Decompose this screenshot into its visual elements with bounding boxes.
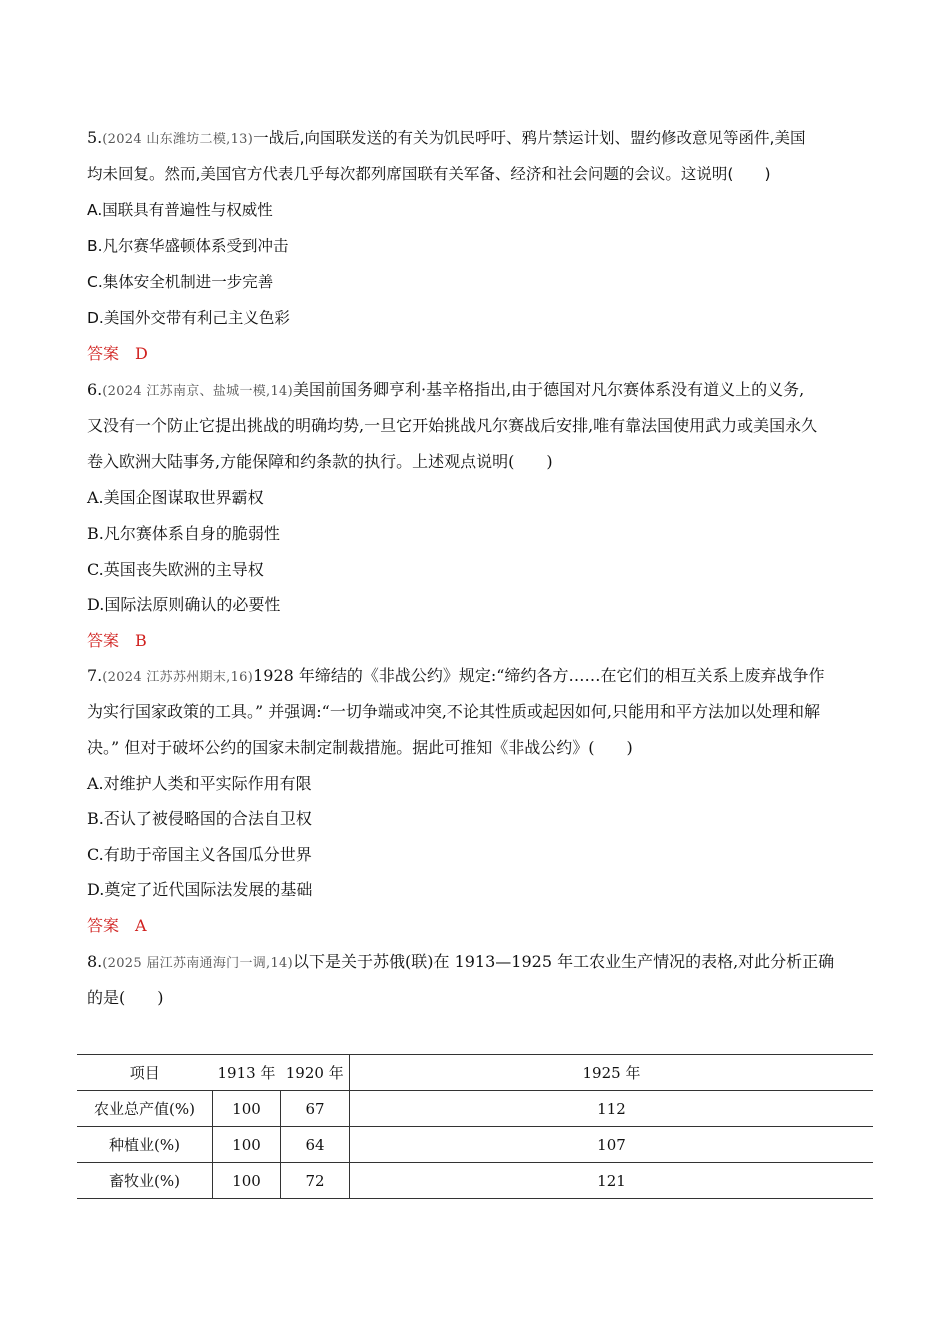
table-cell: 72	[281, 1163, 350, 1199]
production-table	[77, 1054, 873, 1199]
table-row	[77, 1091, 873, 1127]
q6-line-2: 又没有一个防止它提出挑战的明确均势,一旦它开始挑战凡尔赛战后安排,唯有靠法国使用武力或美国永久	[87, 416, 818, 435]
q6-option-c: C.英国丧失欧洲的主导权	[87, 560, 264, 579]
q7-option-d: D.奠定了近代国际法发展的基础	[87, 880, 313, 899]
q6-option-d: D.国际法原则确认的必要性	[87, 595, 281, 614]
table-cell: 107	[350, 1127, 874, 1163]
q5-answer-label: 答案	[87, 344, 120, 363]
q7-answer-value: A	[135, 916, 147, 935]
q5-option-b: B.凡尔赛华盛顿体系受到冲击	[87, 237, 289, 255]
q5-number: 5.	[87, 128, 103, 147]
q7-line-3: 决。” 但对于破坏公约的国家未制定制裁措施。据此可推知《非战公约》( )	[87, 738, 633, 757]
q6-stem-1: 美国前国务卿亨利·基辛格指出,由于德国对凡尔赛体系没有道义上的义务,	[293, 380, 805, 399]
table-row	[77, 1163, 873, 1199]
q7-line-2: 为实行国家政策的工具。” 并强调:“一切争端或冲突,不论其性质或起因如何,只能用和平方法加以处理和解	[87, 702, 821, 721]
q7-answer	[87, 914, 147, 938]
header-cell: 1925 年	[350, 1055, 874, 1091]
table-row	[77, 1127, 873, 1163]
table-cell: 64	[281, 1127, 350, 1163]
q7-line-1	[87, 664, 867, 690]
q6-line-3: 卷入欧洲大陆事务,方能保障和约条款的执行。上述观点说明( )	[87, 452, 553, 471]
table-cell: 67	[281, 1091, 350, 1127]
q6-option-a: A.美国企图谋取世界霸权	[87, 488, 264, 507]
q8-line-1	[87, 950, 867, 976]
table-cell: 农业总产值(%)	[77, 1091, 213, 1127]
header-cell: 1920 年	[281, 1055, 350, 1091]
table-cell: 112	[350, 1091, 874, 1127]
q5-line-1	[87, 126, 867, 152]
q5-option-a: A.国联具有普遍性与权威性	[87, 201, 273, 219]
q8-stem-1: 以下是关于苏俄(联)在 1913—1925 年工农业生产情况的表格,对此分析正确	[293, 952, 835, 971]
header-cell: 项目	[77, 1055, 213, 1091]
q5-option-c: C.集体安全机制进一步完善	[87, 273, 274, 291]
q5-answer	[87, 342, 148, 366]
q7-number: 7.	[87, 666, 103, 685]
table-header-row	[77, 1055, 873, 1091]
q7-option-b: B.否认了被侵略国的合法自卫权	[87, 809, 312, 828]
q6-answer-label: 答案	[87, 631, 120, 650]
q7-option-a: A.对维护人类和平实际作用有限	[87, 774, 312, 793]
q6-answer	[87, 629, 147, 653]
table-cell: 100	[213, 1163, 281, 1199]
table-cell: 种植业(%)	[77, 1127, 213, 1163]
q6-number: 6.	[87, 380, 103, 399]
q6-option-b: B.凡尔赛体系自身的脆弱性	[87, 524, 280, 543]
table-cell: 121	[350, 1163, 874, 1199]
table-cell: 100	[213, 1091, 281, 1127]
q7-stem-1: 1928 年缔结的《非战公约》规定:“缔约各方……在它们的相互关系上废弃战争作	[253, 666, 825, 685]
q5-line-2: 均未回复。然而,美国官方代表几乎每次都列席国联有关军备、经济和社会问题的会议。这说明( )	[87, 165, 771, 183]
table-cell: 畜牧业(%)	[77, 1163, 213, 1199]
header-cell: 1913 年	[213, 1055, 281, 1091]
q7-source: (2024 江苏苏州期末,16)	[102, 670, 254, 685]
q8-line-2: 的是( )	[87, 988, 164, 1007]
q7-answer-label: 答案	[87, 916, 120, 935]
q6-line-1	[87, 378, 867, 404]
q5-source: (2024 山东潍坊二模,13)	[102, 132, 254, 147]
q8-number: 8.	[87, 952, 103, 971]
q5-stem-1: 一战后,向国联发送的有关为饥民呼吁、鸦片禁运计划、盟约修改意见等函件,美国	[253, 129, 806, 147]
q6-source: (2024 江苏南京、盐城一模,14)	[102, 384, 293, 399]
q6-answer-value: B	[135, 631, 147, 650]
q5-answer-value: D	[135, 344, 148, 363]
table-cell: 100	[213, 1127, 281, 1163]
q7-option-c: C.有助于帝国主义各国瓜分世界	[87, 845, 312, 864]
q8-source: (2025 届江苏南通海门一调,14)	[102, 956, 293, 971]
q5-option-d: D.美国外交带有利己主义色彩	[87, 309, 290, 327]
